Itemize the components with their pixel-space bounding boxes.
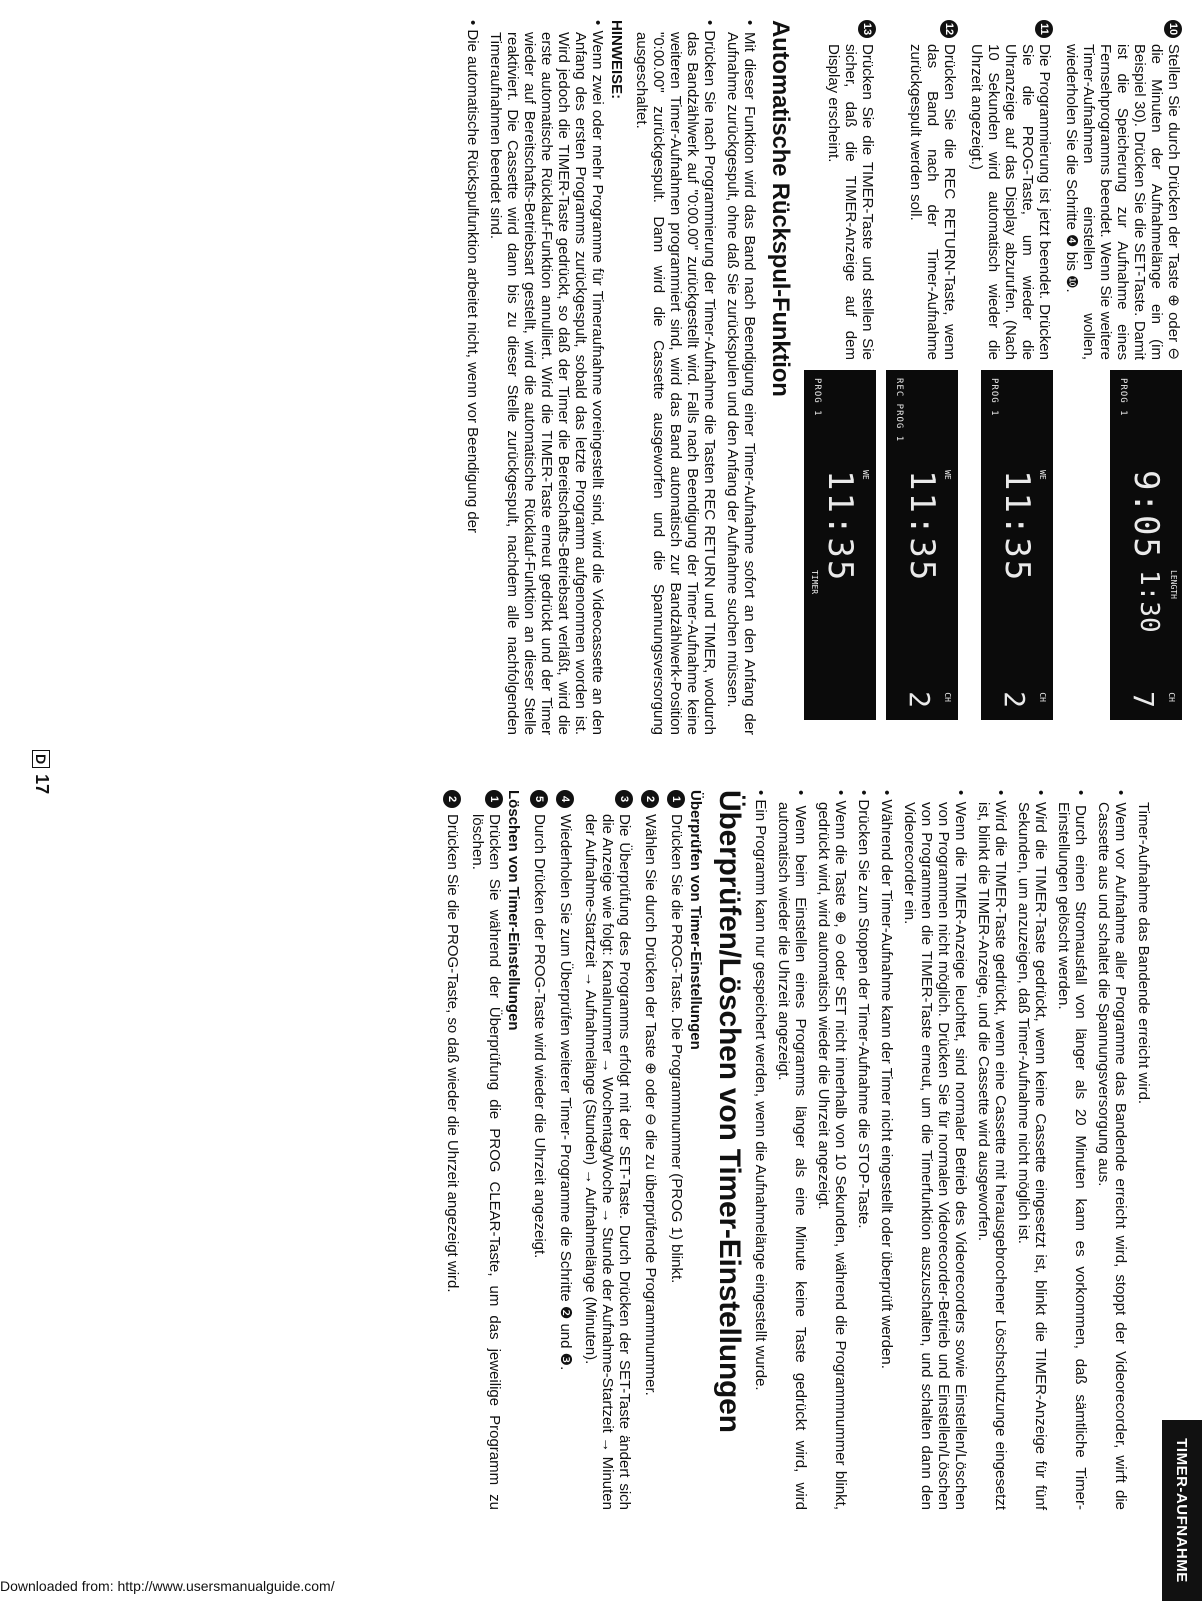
hinweise-title: HINWEISE: <box>608 20 625 100</box>
note-8: • Wenn die Taste ⊕, ⊖ oder SET nicht innerhalb von 10 Sekunden, während die Programmnummer blinkt, gedrückt wird, wird automatisch wieder die Uhrzeit angezeigt. <box>815 790 849 1511</box>
intro-line-0: Timer-Aufnahme das Bandende erreicht wird. <box>1135 802 1152 1105</box>
language-box: D <box>33 750 51 768</box>
vcr-display-2 <box>981 370 1053 720</box>
step-number-icon: 2 <box>443 790 461 808</box>
display-ch-label: CH <box>1038 692 1047 702</box>
auto-bullet-1: • Mit dieser Funktion wird das Band nach Beendigung einer Timer-Aufnahme sofort an den Anfang der Aufnahme zurückgespult, ohne daß Sie zurückspulen und den Anfang der Aufnahme suchen müssen. <box>724 20 758 735</box>
note-9: • Wenn beim Einstellen eines Programms länger als eine Minute keine Taste gedrückt wird, wird automatisch wieder die Uhrzeit angezeigt. <box>775 790 809 1510</box>
step-number-icon: 1 <box>485 790 503 808</box>
display-prog: REC PROG 1 <box>894 378 904 443</box>
display-length: 1:30 <box>1134 570 1164 633</box>
check-subtitle: Überprüfen von Timer-Einstellungen <box>687 790 704 1050</box>
step-number-icon: 4 <box>556 790 574 808</box>
step-number-icon: 1 <box>667 790 685 808</box>
note-5: • Wenn die TIMER-Anzeige leuchtet, sind normaler Betrieb des Videorecorders sowie Einstellen/Löschen von Programmen nicht möglich. Drücken Sie für normalen Videorecorder-Betrieb und Einstellen/Löschen von Programmen die TIMER-Taste erneut, um die Timerfunktion auszuschalten, und schalten dann den Videorecorder ein. <box>901 790 969 1510</box>
note-2: • Durch einen Stromausfall von länger als 20 Minuten kann es vorkommen, daß sämtliche Timer-Einstellungen gelöscht werden. <box>1055 790 1089 1511</box>
step-number-icon: 11 <box>1035 20 1053 38</box>
display-time: 11:35 <box>820 470 860 583</box>
note-6: • Während der Timer-Aufnahme kann der Timer nicht eingestellt oder überprüft werden. <box>878 790 895 1369</box>
note-1: • Wenn vor Aufnahme aller Programme das Bandende erreicht wird, stoppt der Videorecorder, wirft die Cassette aus und schaltet die Spannungsversorgung aus. <box>1095 790 1129 1511</box>
check-clear-title: Überprüfen/Löschen von Timer-Einstellungen <box>713 790 746 1433</box>
step-number-icon: 13 <box>858 20 876 38</box>
display-time: 11:35 <box>902 470 942 583</box>
step-number-icon: 10 <box>1164 20 1182 38</box>
display-ch-label: CH <box>943 692 952 702</box>
step-number-icon: 3 <box>615 790 633 808</box>
step-text: Drücken Sie die REC RETURN-Taste, wenn das Band nach der Timer-Aufnahme zurückgespult werden soll. <box>907 44 958 360</box>
display-prog: PROG 1 <box>989 378 999 417</box>
auto-bullet-2: • Drücken Sie nach Programmierung der Timer-Aufnahme die Tasten REC RETURN und TIMER, wodurch das Bandzählwerk auf "0:00.00" zurückgestellt wird. Falls nach Beendigung der Timer-Aufnahme keine weiteren Timer-Aufnahmen programmiert sind, wird das Band automatisch zur Bandzählwerk-Position "0:00.00" zurückgespult. Dann wird die Cassette ausgeworfen und die Spannungsversorgung ausgeschaltet. <box>633 20 718 735</box>
page-number-value: 17 <box>32 774 52 795</box>
page-number <box>31 750 52 794</box>
step-12-block <box>886 20 958 735</box>
display-time: 9:05 <box>1126 470 1166 560</box>
clear-step-1: 1 Drücken Sie während der Überprüfung die PROG CLEAR-Taste, um das jeweilige Programm zu löschen. <box>469 790 503 1510</box>
display-time: 11:35 <box>997 470 1037 583</box>
clear-step-2: 2 Drücken Sie die PROG-Taste, so daß wieder die Uhrzeit angezeigt wird. <box>443 790 461 1510</box>
note-10: • Ein Programm kann nur gespeichert werden, wenn die Aufnahmelänge eingestellt wurde. <box>752 790 769 1391</box>
check-step-2: 2 Wählen Sie durch Drücken der Taste ⊕ oder ⊖ die zu überprüfende Programmnummer. <box>641 790 659 1510</box>
clear-subtitle: Löschen von Timer-Einstellungen <box>505 790 522 1031</box>
step-text: Drücken Sie die TIMER-Taste und stellen Sie sicher, daß die TIMER-Anzeige auf dem Display erscheint. <box>825 44 876 360</box>
download-footer <box>0 1578 335 1594</box>
check-step-3: 3 Die Überprüfung des Programms erfolgt mit der SET-Taste. Durch Drücken der SET-Taste ändert sich die Anzeige wie folgt: Kanalnummer → Wochentag/Woche → Stunde der Aufnahme-Startzeit → Minuten der Aufnahme-Startzeit → Aufnahmelänge (Stunden) → Aufnahmelänge (Minuten). <box>582 790 633 1510</box>
step-text: Die Programmierung ist jetzt beendet. Drücken Sie die PROG-Taste, um wieder die Uhranzeige auf das Display abzurufen. (Nach 10 Sekunden wird automatisch wieder die Uhrzeit angezeigt.) <box>968 44 1053 360</box>
display-timer: TIMER <box>810 570 819 595</box>
display-prog: PROG 1 <box>812 378 822 417</box>
display-ch: 7 <box>1127 691 1160 708</box>
display-length-label: LENGTH <box>1169 570 1178 599</box>
step-13 <box>825 20 876 360</box>
footer-text: Downloaded from: http://www.usersmanualguide.com/ <box>0 1578 335 1594</box>
step-number-icon: 2 <box>641 790 659 808</box>
section-header: TIMER-AUFNAHME <box>1162 1420 1202 1601</box>
display-we: WE <box>943 470 952 480</box>
hinweis-2: • Die automatische Rückspulfunktion arbeitet nicht, wenn vor Beendigung der <box>464 20 481 534</box>
display-we: WE <box>1038 470 1047 480</box>
display-we: WE <box>861 470 870 480</box>
step-number-icon: 12 <box>940 20 958 38</box>
left-column <box>458 20 1182 735</box>
step-12 <box>907 20 958 360</box>
step-text: Stellen Sie durch Drücken der Taste ⊕ oder ⊖ die Minuten der Aufnahmelänge ein (im Beispiel 30). Drücken Sie die SET-Taste. Damit ist die Speicherung zur Aufnahme eines Fernsehprogramms beendet. Wenn Sie weitere Timer-Aufnahmen einstellen wollen, wiederholen Sie die Schritte ❹ bis ❿. <box>1063 44 1182 360</box>
step-10 <box>1063 20 1182 360</box>
display-ch: 2 <box>903 691 936 708</box>
step-10-block <box>1063 20 1182 735</box>
step-13-block <box>804 20 876 735</box>
hinweis-1: • Wenn zwei oder mehr Programme für Timeraufnahme voreingestellt sind, wird die Videocassette an den Anfang des ersten Programms zurückgespult, sobald das letzte Programm aufgenommen worden ist. Wird jedoch die TIMER-Taste gedrückt, so daß der Timer die Bereitschafts-Betriebsart verläßt, wird die erste automatische Rücklauf-Funktion annulliert. Wird die TIMER-Taste erneut gedrückt und der Timer wieder auf Bereitschafts-Betriebsart gestellt, wird die automatische Rücklauf-Funktion an dieser Stelle reaktiviert. Die Cassette wird dann bis zu dieser Stelle zurückgespult, nachdem alle nachfolgenden Timeraufnahmen beendet sind. <box>487 20 606 736</box>
check-step-4: 4 Wiederholen Sie zum Überprüfen weiterer Timer- Programme die Schritte ❷ und ❸. <box>556 790 574 1510</box>
vcr-display-4 <box>804 370 876 720</box>
step-11-block <box>968 20 1053 735</box>
step-11 <box>968 20 1053 360</box>
note-7: • Drücken Sie zum Stoppen der Timer-Aufnahme die STOP-Taste. <box>855 790 872 1229</box>
vcr-display-3 <box>886 370 958 720</box>
vcr-display-1 <box>1110 370 1182 720</box>
step-number-icon: 5 <box>530 790 548 808</box>
auto-rewind-title: Automatische Rückspul-Funktion <box>767 20 794 397</box>
display-prog: PROG 1 <box>1118 378 1128 417</box>
display-ch: 2 <box>998 691 1031 708</box>
right-column <box>435 790 1152 1510</box>
display-ch-label: CH <box>1167 692 1176 702</box>
check-step-5: 5 Durch Drücken der PROG-Taste wird wieder die Uhrzeit angezeigt. <box>530 790 548 1510</box>
note-3: • Wird die TIMER-Taste gedrückt, wenn keine Cassette eingesetzt ist, blinkt die TIMER-Anzeige für fünf Sekunden, um anzuzeigen, daß Timer-Aufnahme nicht möglich ist. <box>1015 790 1049 1510</box>
note-4: • Wird die TIMER-Taste gedrückt, wenn eine Cassette mit herausgebrochener Löschschutzunge eingesetzt ist, blinkt die TIMER-Anzeige, und die Cassette wird ausgeworfen. <box>975 790 1009 1510</box>
check-step-1: 1 Drücken Sie die PROG-Taste. Die Programmnummer (PROG 1) blinkt. <box>667 790 685 1510</box>
